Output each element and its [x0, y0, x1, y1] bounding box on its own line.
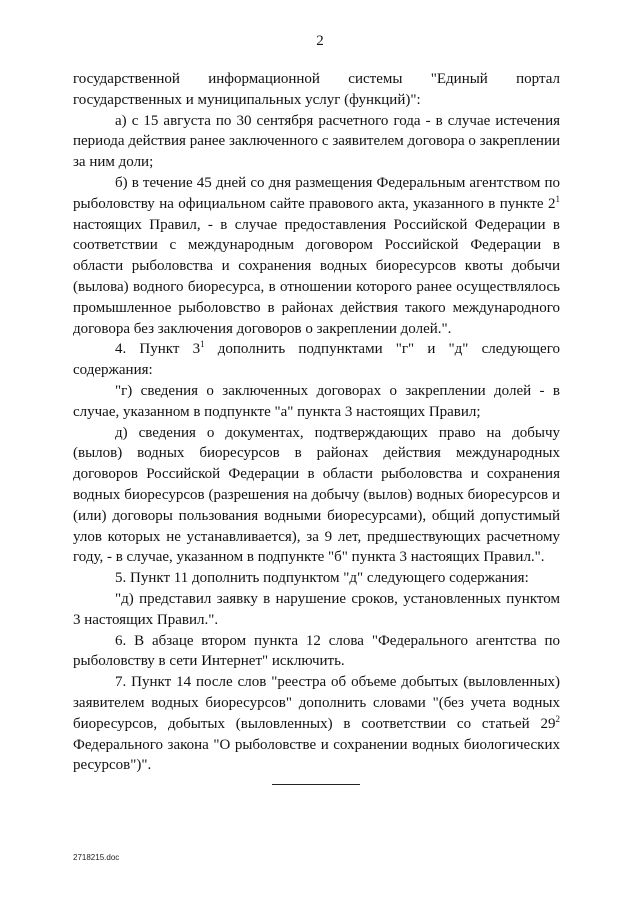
paragraph-text: государственной информационной системы "Единый портал государственных и муниципальных услуг (функций)":: [73, 71, 560, 108]
paragraph-text: д) сведения о документах, подтверждающих право на добычу (вылов) водных биоресурсов в районах действия международных договоров Российской Федерации в области рыболовства и сохранения водных биоресурсов (разрешения на добычу (вылов) водных биоресурсов и (или) договоры пользования водными биоресурсами), общий допустимый улов которых не устанавливается), за 9 лет, предшествующих расчетному году, - в случае, указанном в подпункте "б" пункта 3 настоящих Правил.".: [73, 424, 560, 566]
paragraph-text-after: настоящих Правил, - в случае предоставления Российской Федерации в соответствии с международным договором Российской Федерации в области рыболовства и сохранения водных биоресурсов квоты добычи (вылова) водного биоресурса, в отношении которого ранее осуществлялось промышленное рыболовство в районах действия такого международного договора без заключения договоров о закреплении долей.".: [73, 216, 560, 337]
paragraph-text-after: Федерального закона "О рыболовстве и сохранении водных биологических ресурсов")".: [73, 736, 560, 774]
file-reference: 2718215.doc: [73, 853, 120, 862]
paragraph-item-5: [73, 568, 560, 589]
paragraph-subitem-d: [73, 423, 560, 569]
paragraph-text: 7. Пункт 14 после слов "реестра об объеме добытых (выловленных) заявителем водных биоресурсов" дополнить словами "(без учета водных биоресурсов, добытых (выловленных) в соответствии со статьей 29: [73, 674, 560, 732]
paragraph-item-4: [73, 339, 560, 381]
superscript: 2: [555, 713, 560, 724]
paragraph-subitem-g: [73, 381, 560, 423]
paragraph-text: а) с 15 августа по 30 сентября расчетного года - в случае истечения периода действия ранее заключенного с заявителем договора о закреплении за ним доли;: [73, 112, 560, 171]
paragraph-text: "г) сведения о заключенных договорах о закреплении долей - в случае, указанном в подпункте "а" пункта 3 настоящих Правил;: [73, 382, 560, 420]
paragraph-subitem-b: [73, 173, 560, 339]
paragraph-subitem-a: [73, 111, 560, 173]
paragraph-item-6: [73, 631, 560, 673]
end-divider: [272, 784, 360, 785]
paragraph-text: "д) представил заявку в нарушение сроков, установленных пунктом 3 настоящих Правил.".: [73, 590, 560, 628]
paragraph-text: 4. Пункт 3: [115, 341, 201, 358]
paragraph-item-7: [73, 672, 560, 776]
paragraph-text: б) в течение 45 дней со дня размещения Федеральным агентством по рыболовству на официальном сайте правового акта, указанного в пункте 2: [73, 174, 560, 212]
superscript: 1: [555, 193, 560, 204]
paragraph-item-5-subitem-d: [73, 589, 560, 631]
superscript: 1: [200, 339, 205, 350]
paragraph-text: 6. В абзаце втором пункта 12 слова "Федерального агентства по рыболовству в сети Интернет" исключить.: [73, 632, 560, 670]
page-number: 2: [316, 33, 324, 49]
document-body: [73, 69, 560, 776]
paragraph-continuation: [73, 69, 560, 111]
paragraph-text-after: дополнить подпунктами "г" и "д" следующего содержания:: [73, 341, 560, 379]
paragraph-text: 5. Пункт 11 дополнить подпунктом "д" следующего содержания:: [115, 570, 529, 587]
